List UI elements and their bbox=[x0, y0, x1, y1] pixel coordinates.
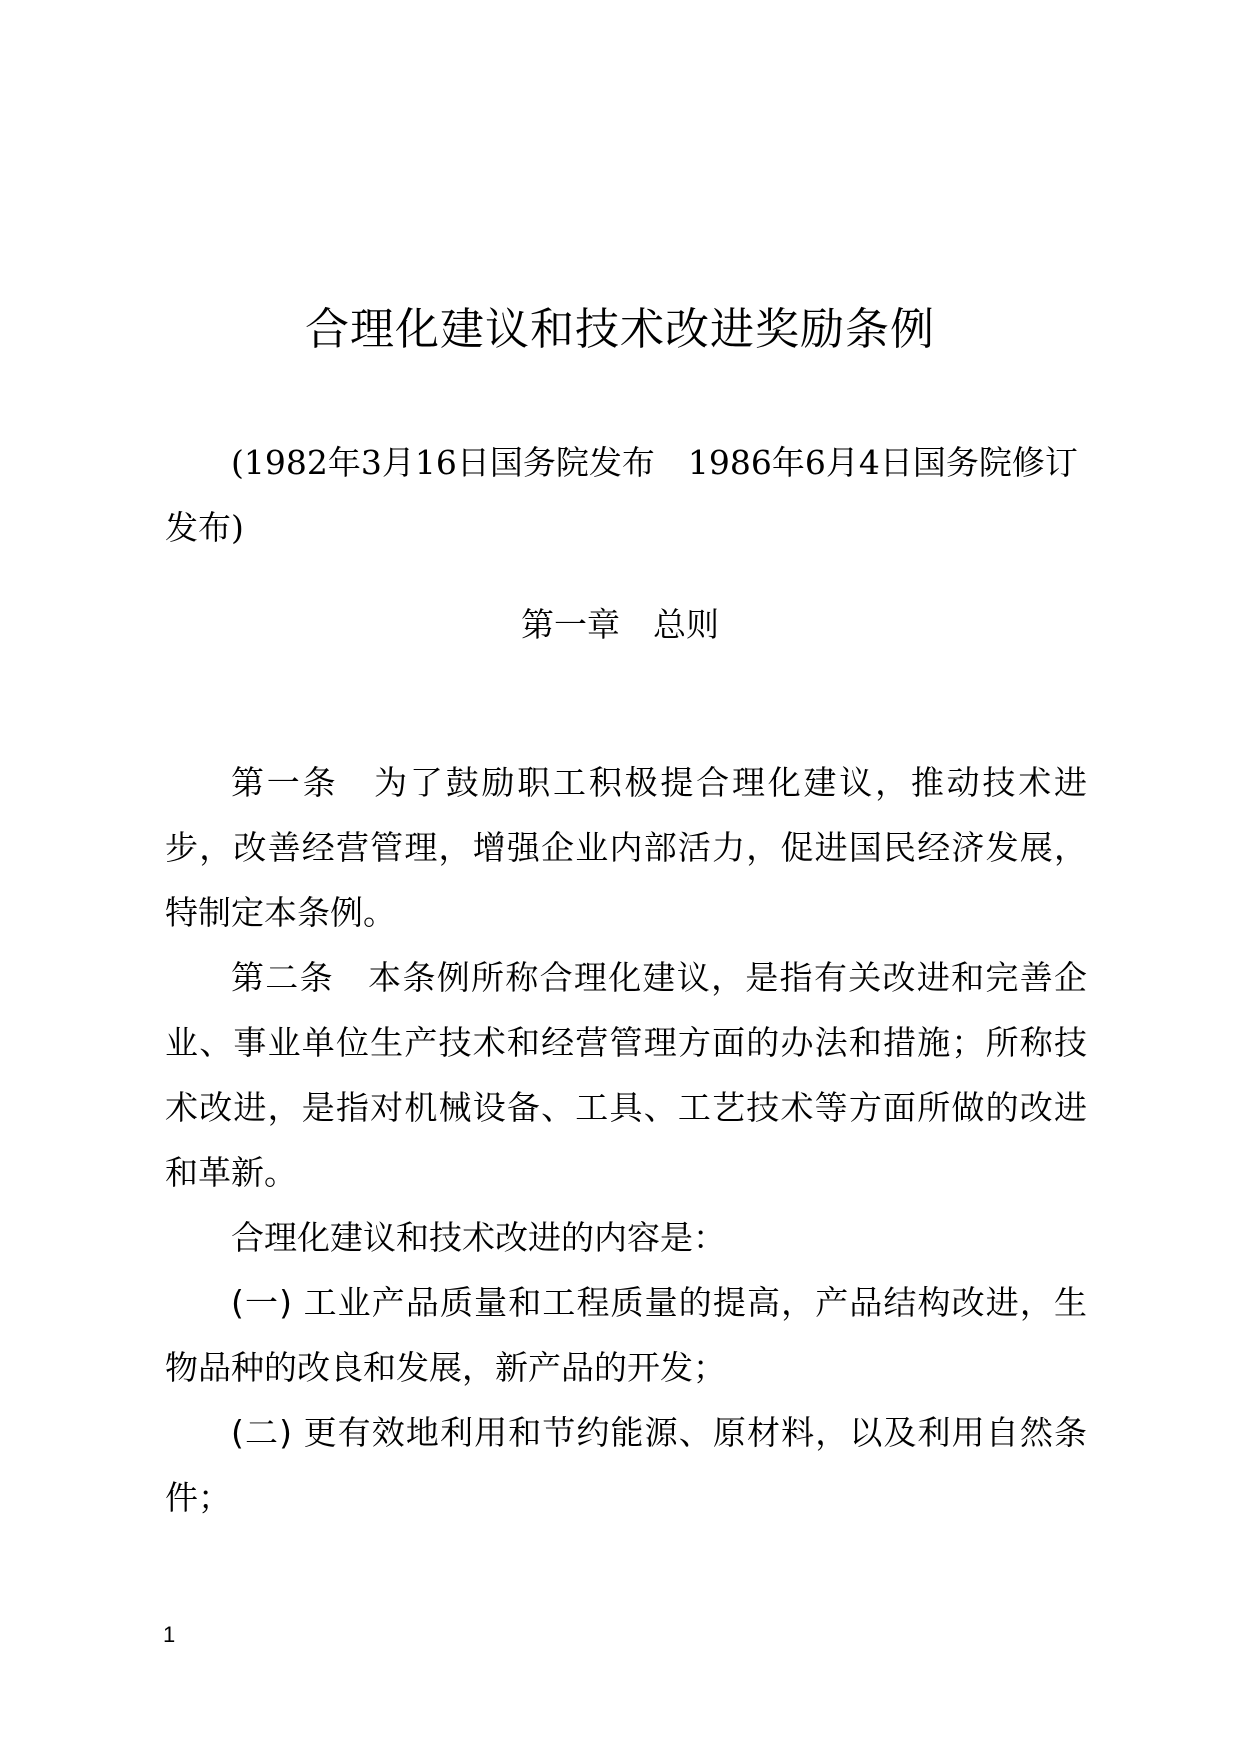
article-1-paragraph: 第一条 为了鼓励职工积极提合理化建议，推动技术进步，改善经营管理，增强企业内部活力，促进国民经济发展，特制定本条例。 bbox=[165, 763, 1087, 932]
list-item-2: (二) 更有效地利用和节约能源、原材料，以及利用自然条件； bbox=[165, 1413, 1087, 1517]
document-title: 合理化建议和技术改进奖励条例 bbox=[305, 304, 935, 355]
chapter-heading: 第一章 总则 bbox=[521, 605, 719, 644]
article-2-paragraph: 第二条 本条例所称合理化建议，是指有关改进和完善企业、事业单位生产技术和经营管理方面的办法和措施；所称技术改进，是指对机械设备、工具、工艺技术等方面所做的改进和革新。 bbox=[165, 958, 1087, 1192]
document-body bbox=[165, 750, 1087, 1530]
content-intro-paragraph: 合理化建议和技术改进的内容是： bbox=[231, 1218, 726, 1257]
page-number: 1 bbox=[163, 1622, 176, 1647]
document-subtitle: (1982年3月16日国务院发布 1986年6月4日国务院修订发布) bbox=[165, 443, 1078, 547]
list-item-1: (一) 工业产品质量和工程质量的提高，产品结构改进，生物品种的改良和发展，新产品的开发； bbox=[165, 1283, 1087, 1387]
